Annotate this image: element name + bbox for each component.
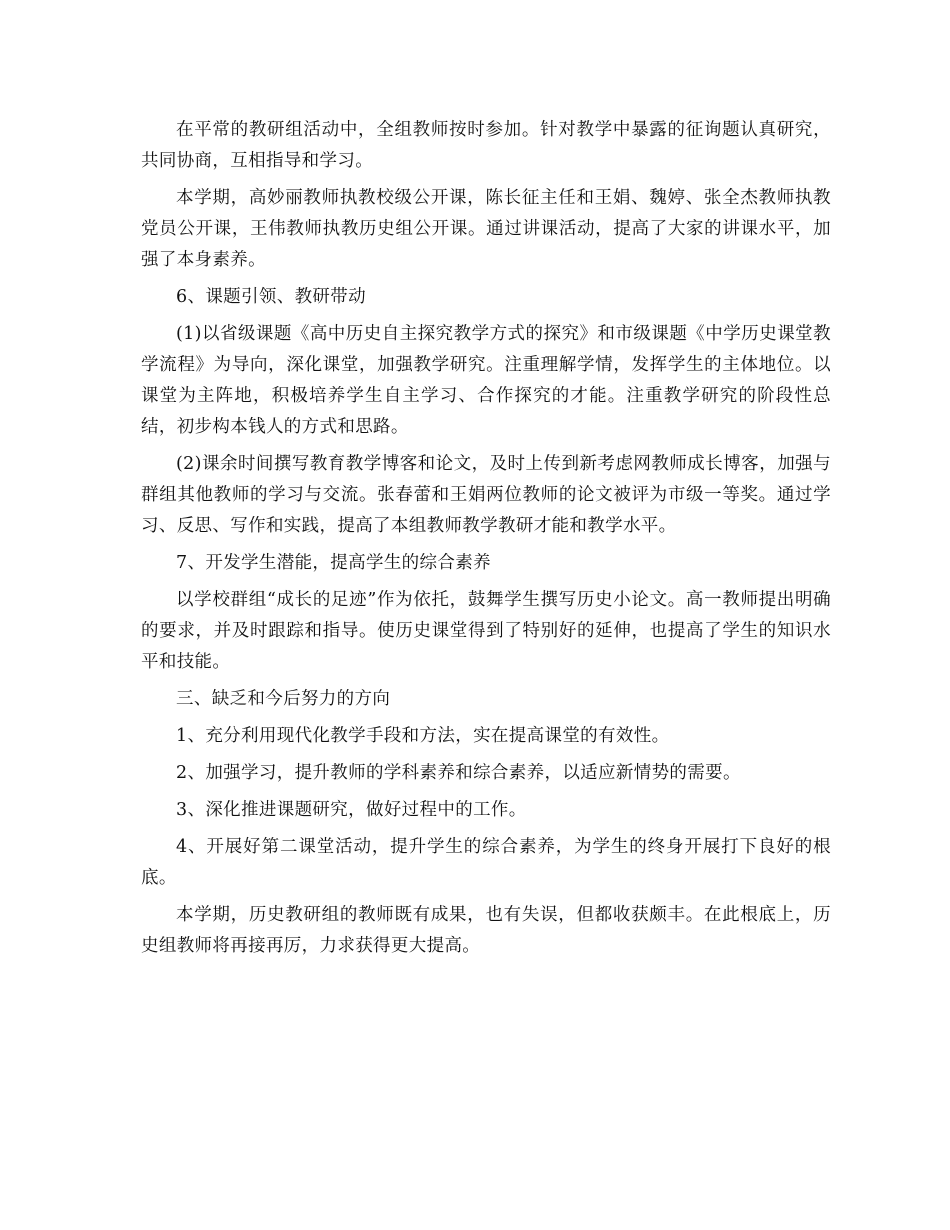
paragraph-activity: 在平常的教研组活动中，全组教师按时参加。针对教学中暴露的征询题认真研究，共同协商，互相指导和学习。 bbox=[141, 120, 831, 171]
paragraph-research-2: (2)课余时间撰写教育教学博客和论文，及时上传到新考虑网教师成长博客，加强与群组其他教师的学习与交流。张春蕾和王娟两位教师的论文被评为市级一等奖。通过学习、反思、写作和实践，提高了本组教师教学教研才能和教学水平。 bbox=[141, 454, 831, 536]
list-item-4: 4、开展好第二课堂活动，提升学生的综合素养，为学生的终身开展打下良好的根底。 bbox=[141, 837, 831, 888]
paragraph-conclusion: 本学期，历史教研组的教师既有成果，也有失误，但都收获颇丰。在此根底上，历史组教师将再接再厉，力求获得更大提高。 bbox=[141, 905, 831, 956]
paragraph-student-potential: 以学校群组“成长的足迹”作为依托，鼓舞学生撰写历史小论文。高一教师提出明确的要求，并及时跟踪和指导。使历史课堂得到了特别好的延伸，也提高了学生的知识水平和技能。 bbox=[141, 590, 831, 672]
list-item-1: 1、充分利用现代化教学手段和方法，实在提高课堂的有效性。 bbox=[176, 726, 670, 746]
paragraph-research-1: (1)以省级课题《高中历史自主探究教学方式的探究》和市级课题《中学历史课堂教学流程》为导向，深化课堂，加强教学研究。注重理解学情，发挥学生的主体地位。以课堂为主阵地，积极培养学生自主学习、合作探究的才能。注重教学研究的阶段性总结，初步构本钱人的方式和思路。 bbox=[141, 324, 831, 437]
heading-shortcomings: 三、缺乏和今后努力的方向 bbox=[176, 689, 391, 709]
heading-student-potential: 7、开发学生潜能，提高学生的综合素养 bbox=[176, 553, 491, 573]
list-item-2: 2、加强学习，提升教师的学科素养和综合素养，以适应新情势的需要。 bbox=[176, 763, 741, 783]
document-body bbox=[141, 115, 831, 968]
paragraph-open-class: 本学期，高妙丽教师执教校级公开课，陈长征主任和王娟、魏婷、张全杰教师执教党员公开课，王伟教师执教历史组公开课。通过讲课活动，提高了大家的讲课水平，加强了本身素养。 bbox=[141, 188, 831, 270]
list-item-3: 3、深化推进课题研究，做好过程中的工作。 bbox=[176, 800, 527, 820]
heading-research-lead: 6、课题引领、教研带动 bbox=[176, 287, 366, 307]
